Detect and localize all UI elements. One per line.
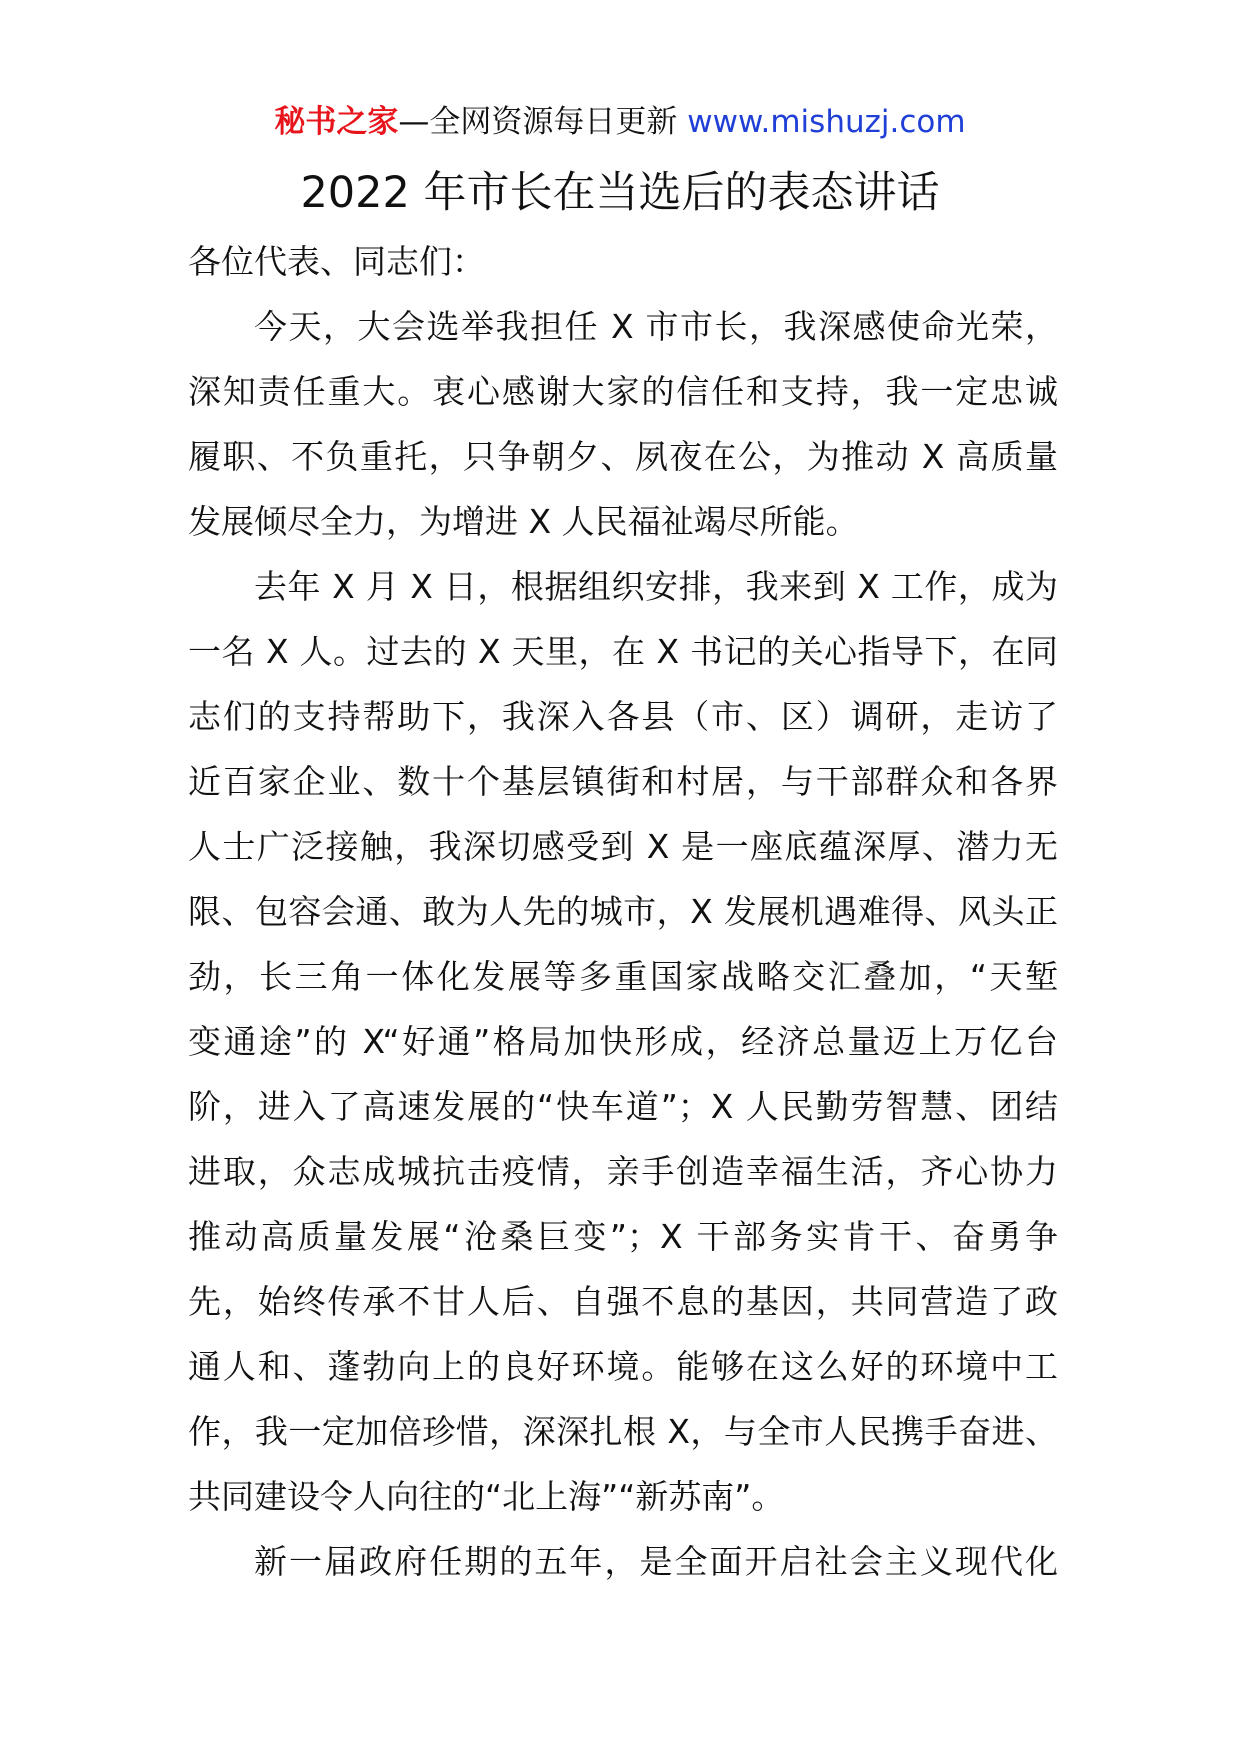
body-line: 作，我一定加倍珍惜，深深扎根 X，与全市人民携手奋进、	[188, 1412, 1058, 1451]
body-line: 去年 X 月 X 日，根据组织安排，我来到 X 工作，成为	[254, 567, 1058, 606]
body-line: 新一届政府任期的五年，是全面开启社会主义现代化	[254, 1542, 1058, 1581]
document-body	[188, 229, 1058, 1594]
body-line: 进取，众志成城抗击疫情，亲手创造幸福生活，齐心协力	[188, 1152, 1058, 1191]
body-line: 近百家企业、数十个基层镇街和村居，与干部群众和各界	[188, 762, 1058, 801]
body-line: 深知责任重大。衷心感谢大家的信任和支持，我一定忠诚	[188, 372, 1058, 411]
header-tagline: —全网资源每日更新	[398, 104, 688, 140]
body-line: 共同建设令人向往的“北上海”“新苏南”。	[188, 1477, 785, 1516]
body-line: 人士广泛接触，我深切感受到 X 是一座底蕴深厚、潜力无	[188, 827, 1058, 866]
body-line: 发展倾尽全力，为增进 X 人民福祉竭尽所能。	[188, 502, 859, 541]
body-line: 限、包容会通、敢为人先的城市，X 发展机遇难得、风头正	[188, 892, 1058, 931]
site-url-link[interactable]: www.mishuzj.com	[687, 104, 966, 140]
body-line: 一名 X 人。过去的 X 天里，在 X 书记的关心指导下，在同	[188, 632, 1058, 671]
document-title: 2022 年市长在当选后的表态讲话	[300, 168, 940, 218]
body-line: 履职、不负重托，只争朝夕、夙夜在公，为推动 X 高质量	[188, 437, 1058, 476]
body-line: 通人和、蓬勃向上的良好环境。能够在这么好的环境中工	[188, 1347, 1058, 1386]
body-line: 劲，长三角一体化发展等多重国家战略交汇叠加，“天堑	[188, 957, 1058, 996]
body-line: 阶，进入了高速发展的“快车道”；X 人民勤劳智慧、团结	[188, 1087, 1058, 1126]
body-line: 各位代表、同志们：	[188, 242, 485, 281]
site-header	[0, 100, 1240, 144]
body-line: 变通途”的 X“好通”格局加快形成，经济总量迈上万亿台	[188, 1022, 1058, 1061]
body-line: 先，始终传承不甘人后、自强不息的基因，共同营造了政	[188, 1282, 1058, 1321]
body-line: 今天，大会选举我担任 X 市市长，我深感使命光荣，	[254, 307, 1058, 346]
body-line: 志们的支持帮助下，我深入各县（市、区）调研，走访了	[188, 697, 1058, 736]
brand-name: 秘书之家	[274, 104, 399, 140]
body-line: 推动高质量发展“沧桑巨变”；X 干部务实肯干、奋勇争	[188, 1217, 1058, 1256]
